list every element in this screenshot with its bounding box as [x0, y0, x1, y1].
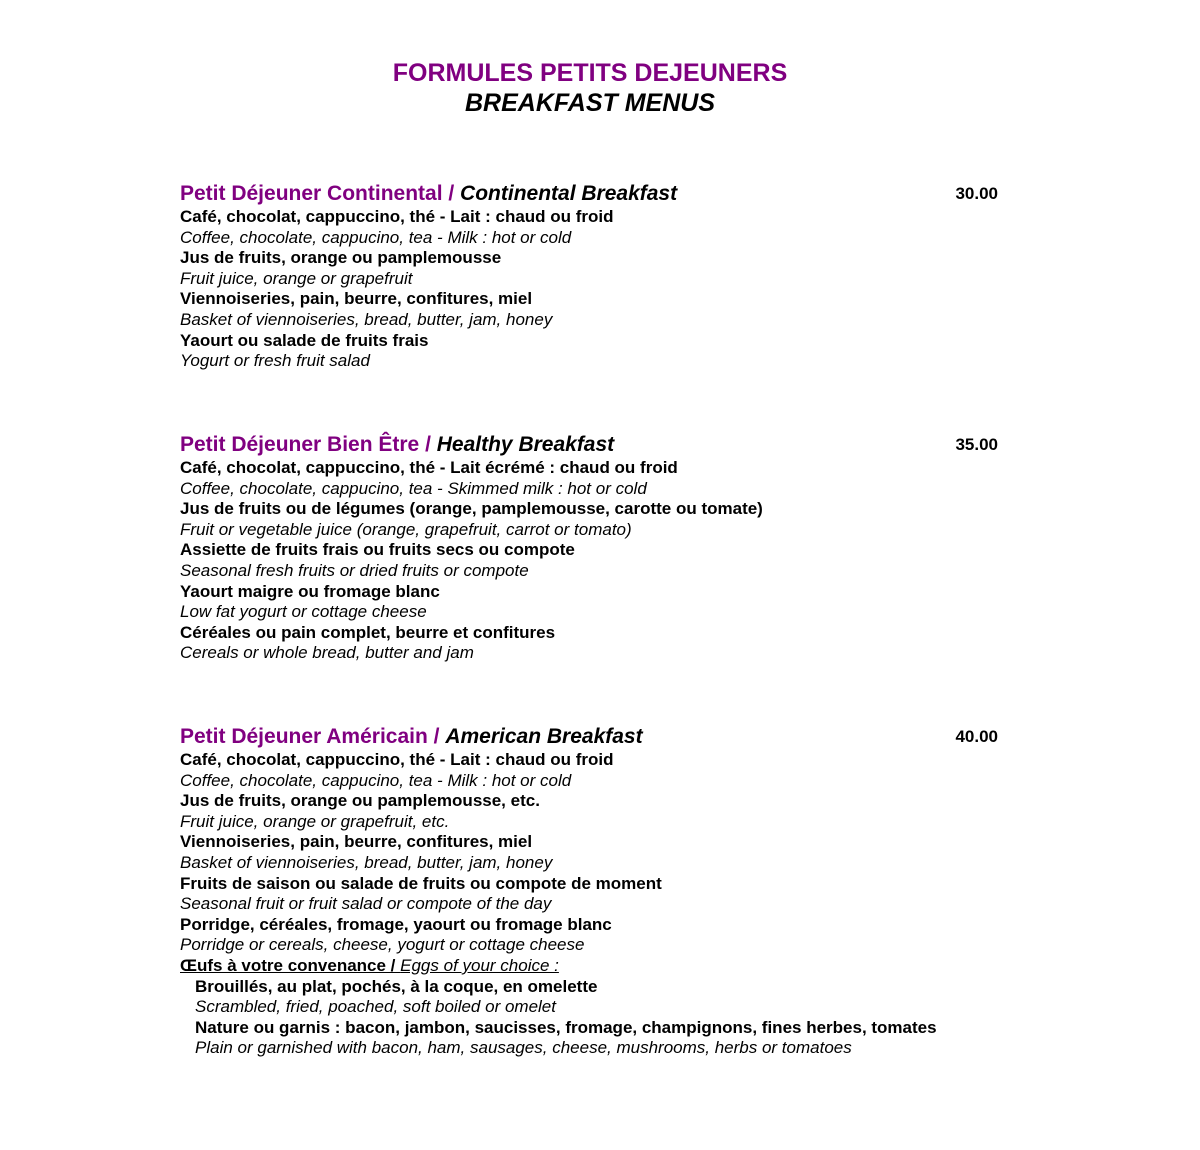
menu-item-english: Fruit juice, orange or grapefruit, etc.	[180, 811, 450, 831]
menu-item-english: Cereals or whole bread, butter and jam	[180, 643, 474, 663]
menu-item-french: Porridge, céréales, fromage, yaourt ou fromage blanc	[180, 914, 612, 934]
section-title	[180, 725, 643, 748]
menu-item-english: Seasonal fruit or fruit salad or compote of the day	[180, 894, 552, 914]
menu-item-french: Viennoiseries, pain, beurre, confitures, miel	[180, 289, 533, 309]
menu-item-french: Café, chocolat, cappuccino, thé - Lait : chaud ou froid	[180, 207, 614, 226]
section-title-french: Petit Déjeuner Continental	[180, 182, 443, 205]
page-title-english: BREAKFAST MENUS	[464, 89, 715, 117]
menu-item-french: Fruits de saison ou salade de fruits ou compote de moment	[180, 873, 662, 893]
section-title	[180, 433, 614, 456]
menu-item-french: Assiette de fruits frais ou fruits secs ou compote	[180, 540, 575, 560]
menu-item-french: Café, chocolat, cappuccino, thé - Lait : chaud ou froid	[180, 750, 614, 769]
egg-option-french: Nature ou garnis : bacon, jambon, saucisses, fromage, champignons, fines herbes, tomates	[195, 1017, 937, 1037]
section-header	[180, 181, 1010, 207]
menu-item-english: Porridge or cereals, cheese, yogurt or cottage cheese	[180, 935, 585, 955]
section-title-french: Petit Déjeuner Bien Être	[180, 433, 420, 456]
menu-item-french: Viennoiseries, pain, beurre, confitures, miel	[180, 832, 533, 852]
menu-item-english: Fruit juice, orange or grapefruit	[180, 268, 413, 288]
menu-price: 30.00	[955, 184, 998, 203]
menu-item-english: Coffee, chocolate, cappucino, tea - Skimmed milk : hot or cold	[180, 478, 647, 498]
menu-item-english: Coffee, chocolate, cappucino, tea - Milk : hot or cold	[180, 227, 572, 247]
section-header	[180, 724, 1010, 750]
menu-item-french: Yaourt ou salade de fruits frais	[180, 330, 429, 350]
section-title-english: American Breakfast	[445, 725, 643, 748]
section-title-french: Petit Déjeuner Américain	[180, 725, 428, 748]
menu-price: 35.00	[955, 435, 998, 454]
menu-item-english: Fruit or vegetable juice (orange, grapefruit, carrot or tomato)	[180, 519, 632, 539]
section-title-english: Healthy Breakfast	[436, 433, 615, 456]
american-breakfast-section	[180, 724, 1010, 1059]
healthy-breakfast-section	[180, 432, 1010, 664]
menu-item-english: Seasonal fresh fruits or dried fruits or compote	[180, 560, 529, 580]
page-title-french: FORMULES PETITS DEJEUNERS	[392, 59, 788, 87]
egg-option-english: Plain or garnished with bacon, ham, sausages, cheese, mushrooms, herbs or tomatoes	[195, 1038, 852, 1058]
menu-item-french: Céréales ou pain complet, beurre et confitures	[180, 622, 556, 642]
menu-item-french: Yaourt maigre ou fromage blanc	[180, 581, 440, 601]
title-separator: /	[427, 725, 446, 748]
menu-item-french: Jus de fruits ou de légumes (orange, pamplemousse, carotte ou tomate)	[180, 499, 763, 519]
continental-breakfast-section	[180, 181, 1010, 372]
egg-option-english: Scrambled, fried, poached, soft boiled or omelet	[195, 997, 556, 1017]
section-title-english: Continental Breakfast	[460, 182, 678, 205]
menu-item-english: Coffee, chocolate, cappucino, tea - Milk : hot or cold	[180, 770, 572, 790]
menu-item-english: Low fat yogurt or cottage cheese	[180, 602, 427, 622]
menu-item-french: Café, chocolat, cappuccino, thé - Lait écrémé : chaud ou froid	[180, 458, 678, 477]
eggs-subheading-french: Œufs à votre convenance /	[180, 955, 401, 975]
eggs-subheading-english: Eggs of your choice :	[400, 955, 559, 975]
menu-item-french: Jus de fruits, orange ou pamplemousse	[180, 248, 502, 268]
menu-price: 40.00	[955, 727, 998, 746]
title-separator: /	[419, 433, 437, 456]
menu-item-english: Basket of viennoiseries, bread, butter, jam, honey	[180, 309, 553, 329]
title-separator: /	[442, 182, 461, 205]
section-title	[180, 182, 677, 205]
section-header	[180, 432, 1010, 458]
menu-item-english: Yogurt or fresh fruit salad	[180, 351, 370, 371]
menu-header	[0, 58, 1180, 118]
menu-item-english: Basket of viennoiseries, bread, butter, jam, honey	[180, 852, 553, 872]
egg-option-french: Brouillés, au plat, pochés, à la coque, en omelette	[195, 976, 598, 996]
eggs-subheading	[180, 956, 1010, 977]
menu-item-french: Jus de fruits, orange ou pamplemousse, etc.	[180, 791, 540, 811]
